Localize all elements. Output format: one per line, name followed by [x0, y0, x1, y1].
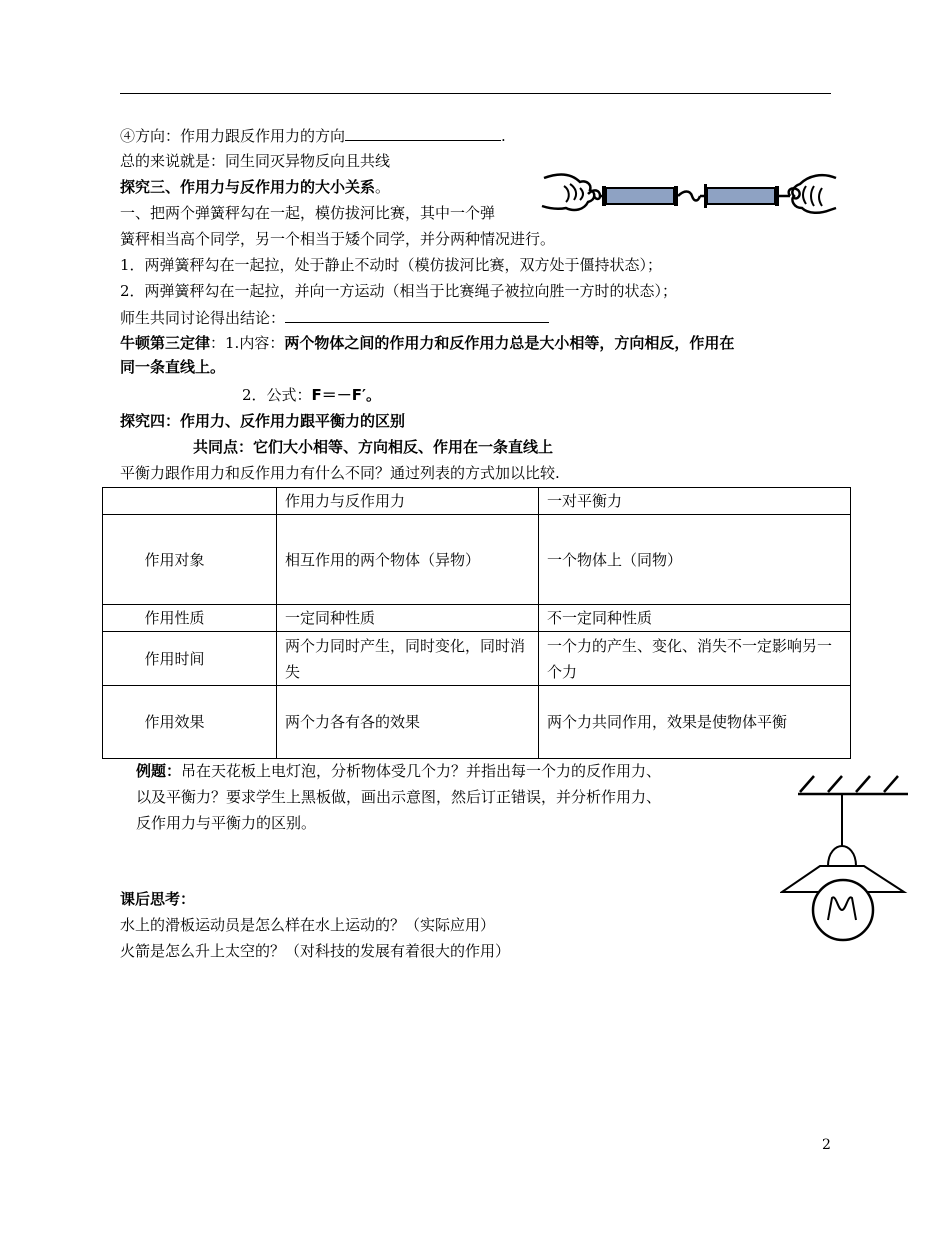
- table-cell: 一个力的产生、变化、消失不一定影响另一个力: [539, 632, 851, 686]
- after-class-title: 课后思考：: [120, 890, 196, 908]
- law-title: 牛顿第三定律: [120, 334, 211, 352]
- explore4-heading: 探究四：作用力、反作用力跟平衡力的区别: [120, 412, 406, 430]
- table-row: [103, 515, 851, 605]
- example-line-2: 以及平衡力？要求学生上黑板做，画出示意图，然后订正错误，并分析作用力、: [136, 788, 662, 806]
- explore3-heading: 探究三、作用力与反作用力的大小关系。: [120, 178, 391, 196]
- table-header-row: [103, 488, 851, 515]
- header-rule: [120, 93, 831, 94]
- conclusion-line: 师生共同讨论得出结论：: [120, 306, 549, 329]
- table-header-cell: 一对平衡力: [539, 488, 851, 515]
- step-one-line: 一、把两个弹簧秤勾在一起，模仿拔河比赛，其中一个弹: [120, 204, 496, 222]
- newton-third-law: 牛顿第三定律：1.内容：两个物体之间的作用力和反作用力总是大小相等，方向相反，作用在: [120, 334, 735, 352]
- example-line-3: 反作用力与平衡力的区别。: [136, 814, 317, 832]
- table-cell: 作用对象: [103, 515, 277, 605]
- table-row: [103, 605, 851, 632]
- table-row: [103, 686, 851, 759]
- direction-line: ④方向：作用力跟反作用力的方向 .: [120, 124, 506, 147]
- hanging-lamp-illustration: [780, 770, 910, 945]
- table-cell: 一定同种性质: [277, 605, 539, 632]
- after-class-q2: 火箭是怎么升上太空的？（对科技的发展有着很大的作用）: [120, 942, 511, 960]
- common-points: 共同点：它们大小相等、方向相反、作用在一条直线上: [193, 438, 554, 456]
- case-one: 1．两弹簧秤勾在一起拉，处于静止不动时（模仿拔河比赛，双方处于僵持状态）；: [120, 256, 663, 274]
- summary-line: 总的来说就是：同生同灭异物反向且共线: [120, 152, 391, 170]
- spring-scale-illustration: [540, 164, 838, 224]
- conclusion-blank[interactable]: [285, 306, 549, 323]
- step-one-continued: 簧秤相当高个同学，另一个相当于矮个同学，并分两种情况进行。: [120, 230, 556, 248]
- table-header-cell: [103, 488, 277, 515]
- compare-intro: 平衡力跟作用力和反作用力有什么不同？通过列表的方式加以比较.: [120, 464, 560, 482]
- table-cell: 一个物体上（同物）: [539, 515, 851, 605]
- direction-text: ④方向：作用力跟反作用力的方向: [120, 127, 346, 145]
- after-class-q1: 水上的滑板运动员是怎么样在水上运动的？（实际应用）: [120, 916, 496, 934]
- answer-blank[interactable]: [345, 124, 501, 141]
- comparison-table: [102, 487, 851, 759]
- table-cell: 作用效果: [103, 686, 277, 759]
- table-cell: 两个力各有各的效果: [277, 686, 539, 759]
- formula-line: 2．公式：F＝－F′。: [242, 386, 382, 404]
- law-content-continued: 同一条直线上。: [120, 358, 226, 376]
- table-cell: 两个力共同作用，效果是使物体平衡: [539, 686, 851, 759]
- table-header-cell: 作用力与反作用力: [277, 488, 539, 515]
- example-line-1: 例题：吊在天花板上电灯泡，分析物体受几个力？并指出每一个力的反作用力、: [136, 762, 662, 780]
- formula: F＝－F′: [311, 386, 366, 404]
- page-number: 2: [822, 1137, 831, 1153]
- table-cell: 相互作用的两个物体（异物）: [277, 515, 539, 605]
- table-row: [103, 632, 851, 686]
- table-cell: 作用性质: [103, 605, 277, 632]
- table-cell: 作用时间: [103, 632, 277, 686]
- table-cell: 不一定同种性质: [539, 605, 851, 632]
- example-label: 例题：: [136, 762, 182, 780]
- case-two: 2．两弹簧秤勾在一起拉，并向一方运动（相当于比赛绳子被拉向胜一方时的状态）；: [120, 282, 678, 300]
- law-content: 两个物体之间的作用力和反作用力总是大小相等，方向相反，作用在: [284, 334, 735, 352]
- table-cell: 两个力同时产生，同时变化，同时消失: [277, 632, 539, 686]
